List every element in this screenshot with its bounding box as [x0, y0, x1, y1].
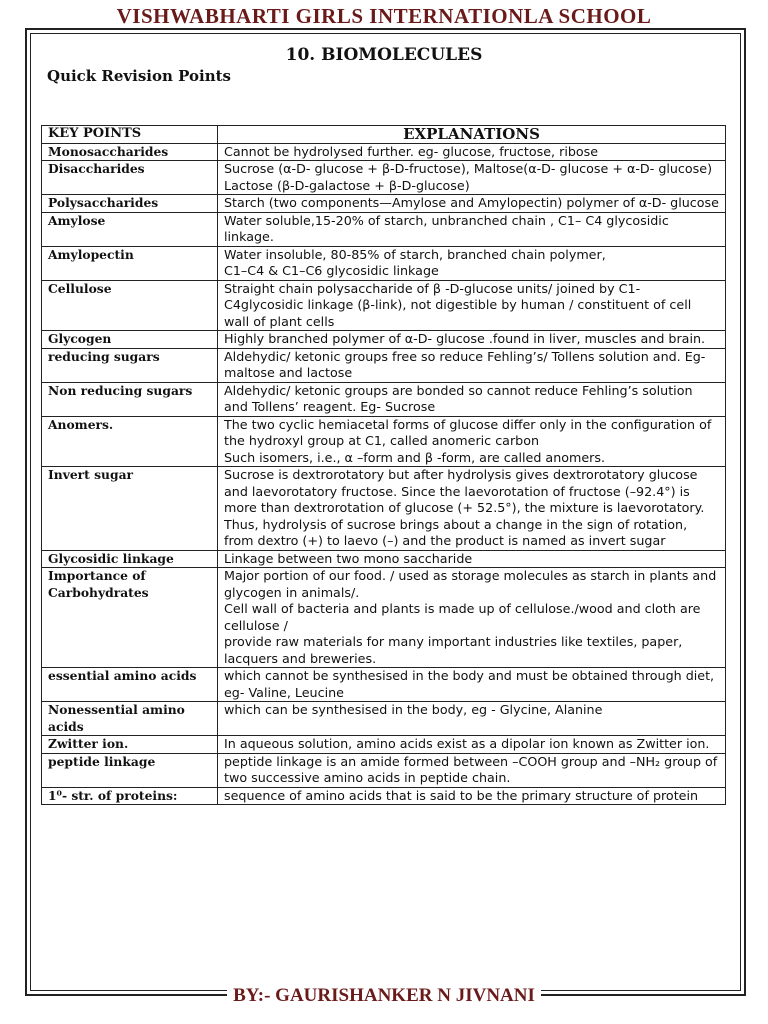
explanation-line: Sucrose is dextrorotatory but after hydrolysis gives dextrorotatory glucose and laevorotatory fructose. Since the laevorotation of fructose (–92.4°) is more than dextrorotation of glucose (+ 52.5°), the mixture is laevorotatory. Thus, hydrolysis of sucrose brings about a change in the sign of rotation, from dextro (+) to laevo (–) and the product is named as invert sugar	[224, 467, 705, 548]
key-point: Cellulose	[42, 280, 218, 331]
explanation-line: which can be synthesised in the body, eg - Glycine, Alanine	[224, 702, 603, 717]
explanation-line: In aqueous solution, amino acids exist as a dipolar ion known as Zwitter ion.	[224, 736, 710, 751]
explanation	[218, 348, 726, 382]
table-row	[42, 668, 726, 702]
explanations-header: EXPLANATIONS	[218, 126, 726, 144]
explanation-line: Aldehydic/ ketonic groups are bonded so cannot reduce Fehling’s solution and Tollens’ reagent. Eg- Sucrose	[224, 382, 693, 414]
explanation	[218, 331, 726, 349]
explanation	[218, 787, 726, 805]
author-credit: BY:- GAURISHANKER N JIVNANI	[227, 985, 541, 1006]
explanation	[218, 161, 726, 195]
footer	[0, 985, 768, 1007]
key-point: Nonessential amino acids	[42, 702, 218, 736]
explanation-line: Straight chain polysaccharide of β -D-glucose units/ joined by C1-C4glycosidic linkage (β-link), not digestible by human / constituent of cell wall of plant cells	[224, 280, 692, 329]
explanation	[218, 195, 726, 213]
explanation	[218, 416, 726, 467]
explanation	[218, 753, 726, 787]
key-point: Anomers.	[42, 416, 218, 467]
key-point: Importance of Carbohydrates	[42, 568, 218, 668]
table-row	[42, 382, 726, 416]
explanation-line: Cannot be hydrolysed further. eg- glucose, fructose, ribose	[224, 143, 599, 159]
table-body	[42, 143, 726, 805]
table-row	[42, 195, 726, 213]
key-point: Amylopectin	[42, 246, 218, 280]
explanation-line: Lactose (β-D-galactose + β-D-glucose)	[224, 177, 470, 193]
table-row	[42, 568, 726, 668]
explanation	[218, 280, 726, 331]
explanation-line: which cannot be synthesised in the body and must be obtained through diet, eg- Valine, Leucine	[224, 668, 715, 700]
explanation	[218, 736, 726, 754]
key-point: Glycosidic linkage	[42, 550, 218, 568]
table-row	[42, 161, 726, 195]
explanation-line: Water soluble,15-20% of starch, unbranched chain , C1– C4 glycosidic linkage.	[224, 212, 669, 244]
key-point: 1⁰- str. of proteins:	[42, 787, 218, 805]
table-row	[42, 143, 726, 161]
key-point: Non reducing sugars	[42, 382, 218, 416]
table-row	[42, 348, 726, 382]
explanation-line: Cell wall of bacteria and plants is made up of cellulose./wood and cloth are cellulose /	[224, 601, 701, 633]
table-header-row	[42, 126, 726, 144]
key-point: Zwitter ion.	[42, 736, 218, 754]
explanation	[218, 467, 726, 551]
chapter-title: 10. BIOMOLECULES	[285, 45, 483, 65]
key-points-header: KEY POINTS	[42, 126, 218, 144]
key-point: Monosaccharides	[42, 143, 218, 161]
explanation-line: Highly branched polymer of α-D- glucose .found in liver, muscles and brain.	[224, 331, 706, 346]
explanation-line: Sucrose (α-D- glucose + β-D-fructose), Maltose(α-D- glucose + α-D- glucose)	[224, 161, 713, 176]
explanation-line: Major portion of our food. / used as storage molecules as starch in plants and glycogen in animals/.	[224, 568, 717, 600]
explanation	[218, 568, 726, 668]
explanation-line: provide raw materials for many important industries like textiles, paper, lacquers and breweries.	[224, 634, 683, 666]
explanation-line: C1–C4 & C1–C6 glycosidic linkage	[224, 263, 439, 278]
key-point: Glycogen	[42, 331, 218, 349]
explanation	[218, 702, 726, 736]
subtitle: Quick Revision Points	[47, 67, 231, 85]
table-row	[42, 702, 726, 736]
table-row	[42, 280, 726, 331]
explanation-line: peptide linkage is an amide formed between –COOH group and –NH₂ group of two successive amino acids in peptide chain.	[224, 753, 718, 785]
explanation	[218, 382, 726, 416]
key-point: Disaccharides	[42, 161, 218, 195]
key-point: peptide linkage	[42, 753, 218, 787]
table-row	[42, 416, 726, 467]
explanation	[218, 668, 726, 702]
table-row	[42, 467, 726, 551]
table-row	[42, 736, 726, 754]
table-row	[42, 753, 726, 787]
table-row	[42, 550, 726, 568]
explanation	[218, 212, 726, 246]
explanation-line: Aldehydic/ ketonic groups free so reduce Fehling’s/ Tollens solution and. Eg- maltose and lactose	[224, 348, 706, 380]
explanation-line: Starch (two components—Amylose and Amylopectin) polymer of α-D- glucose	[224, 195, 719, 210]
key-point: Polysaccharides	[42, 195, 218, 213]
table-row	[42, 787, 726, 805]
key-point: Invert sugar	[42, 467, 218, 551]
table-row	[42, 246, 726, 280]
explanation-line: sequence of amino acids that is said to be the primary structure of protein	[224, 787, 699, 803]
explanation-line: The two cyclic hemiacetal forms of glucose differ only in the configuration of the hydroxyl group at C1, called anomeric carbon	[224, 416, 712, 448]
explanation	[218, 143, 726, 161]
explanation	[218, 246, 726, 280]
school-name: VISHWABHARTI GIRLS INTERNATIONLA SCHOOL	[116, 4, 652, 28]
explanation-line: Water insoluble, 80-85% of starch, branched chain polymer,	[224, 246, 606, 262]
revision-table	[41, 125, 726, 805]
key-point: essential amino acids	[42, 668, 218, 702]
explanation	[218, 550, 726, 568]
key-point: Amylose	[42, 212, 218, 246]
table-row	[42, 331, 726, 349]
key-point: reducing sugars	[42, 348, 218, 382]
table-row	[42, 212, 726, 246]
explanation-line: Linkage between two mono saccharide	[224, 550, 473, 566]
explanation-line: Such isomers, i.e., α –form and β -form, are called anomers.	[224, 449, 606, 465]
